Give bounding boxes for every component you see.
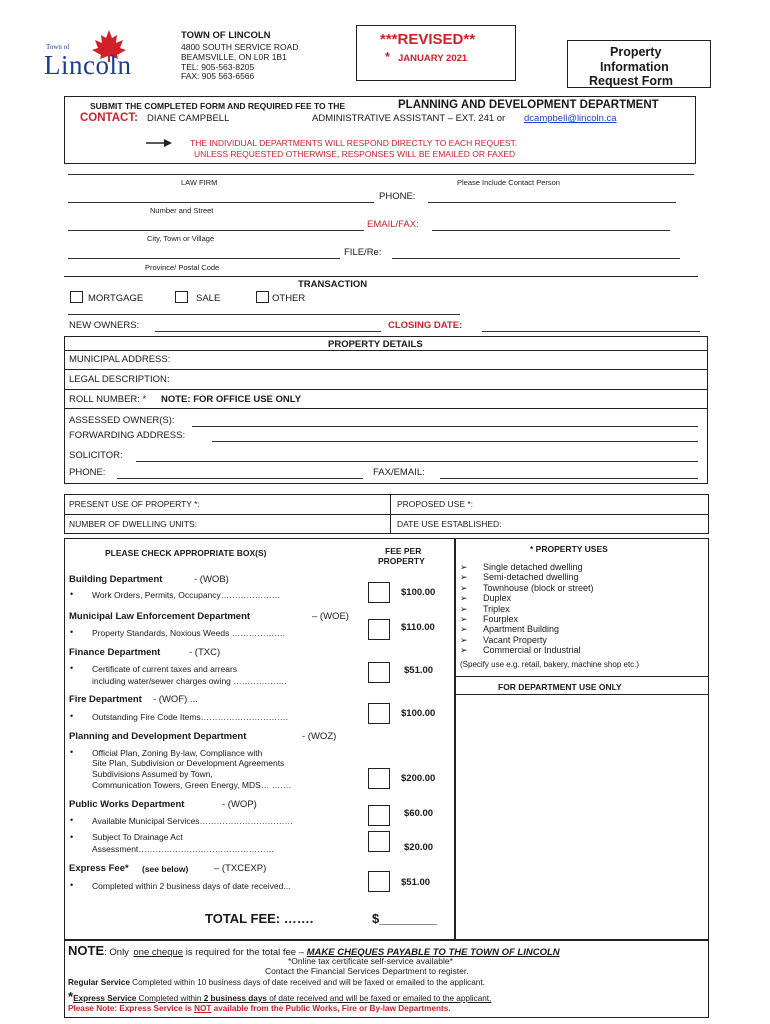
public-works-dept-code: - (WOP) bbox=[222, 799, 257, 810]
bullet-icon: • bbox=[70, 663, 74, 673]
fee-column-title-1: FEE PER bbox=[385, 546, 422, 556]
building-fee-checkbox[interactable] bbox=[368, 582, 390, 603]
drainage-item-1: Subject To Drainage Act bbox=[92, 832, 183, 842]
file-re-label: FILE/Re: bbox=[344, 247, 382, 258]
row-divider bbox=[64, 389, 708, 390]
express-fee: $51.00 bbox=[401, 877, 431, 888]
express-service-text-1: Completed within bbox=[136, 994, 204, 1003]
org-address-2: BEAMSVILLE, ON L0R 1B1 bbox=[181, 52, 287, 62]
fire-fee-checkbox[interactable] bbox=[368, 703, 390, 724]
fire-dept-name: Fire Department bbox=[69, 694, 142, 705]
mle-dept-name: Municipal Law Enforcement Department bbox=[69, 611, 251, 622]
public-works-fee: $60.00 bbox=[404, 808, 434, 819]
note-one-cheque: one cheque bbox=[133, 947, 184, 958]
proposed-use-label: PROPOSED USE *: bbox=[397, 499, 474, 509]
property-use-label: Fourplex bbox=[483, 613, 519, 624]
please-note-text-2: available from the Public Works, Fire or By-law Departments. bbox=[211, 1004, 451, 1013]
phone-field[interactable] bbox=[428, 202, 676, 203]
bullet-icon: • bbox=[70, 832, 74, 842]
property-details-title: PROPERTY DETAILS bbox=[328, 339, 423, 350]
bullet-icon: • bbox=[70, 815, 74, 825]
present-use-label: PRESENT USE OF PROPERTY *: bbox=[69, 499, 200, 509]
form-title-line-2: Information bbox=[600, 60, 669, 74]
org-name: TOWN OF LINCOLN bbox=[181, 30, 271, 41]
email-fax-field[interactable] bbox=[432, 230, 670, 231]
owner-phone-field[interactable] bbox=[117, 478, 363, 479]
arrow-bullet-icon: ➢ bbox=[460, 582, 468, 593]
arrow-bullet-icon: ➢ bbox=[460, 624, 468, 635]
city-field[interactable] bbox=[68, 230, 364, 231]
town-logo bbox=[44, 28, 168, 78]
fire-dept-code: - (WOF) ... bbox=[153, 694, 198, 705]
regular-service-label: Regular Service bbox=[68, 978, 130, 987]
new-owners-label: NEW OWNERS: bbox=[69, 320, 140, 331]
property-use-label: Single detached dwelling bbox=[483, 562, 583, 572]
province-field[interactable] bbox=[68, 258, 340, 259]
finance-dept-code: - (TXC) bbox=[189, 647, 221, 658]
roll-number-label: ROLL NUMBER: * bbox=[69, 394, 147, 405]
mle-dept-code: – (WOE) bbox=[312, 611, 349, 622]
planning-item-1: Official Plan, Zoning By-law, Compliance with bbox=[92, 748, 263, 758]
solicitor-label: SOLICITOR: bbox=[69, 450, 123, 461]
regular-service-line bbox=[68, 978, 485, 987]
property-use-item bbox=[460, 614, 700, 624]
roll-number-note: NOTE: FOR OFFICE USE ONLY bbox=[161, 394, 302, 405]
owner-fax-email-field[interactable] bbox=[440, 478, 698, 479]
bullet-icon: • bbox=[70, 627, 74, 637]
arrow-bullet-icon: ➢ bbox=[460, 613, 468, 624]
arrow-bullet-icon: ➢ bbox=[460, 572, 468, 583]
submit-department: PLANNING AND DEVELOPMENT DEPARTMENT bbox=[398, 99, 659, 111]
transaction-title: TRANSACTION bbox=[298, 279, 368, 290]
notice-line-1: THE INDIVIDUAL DEPARTMENTS WILL RESPOND DIRECTLY TO EACH REQUEST. bbox=[190, 138, 518, 148]
finance-fee-checkbox[interactable] bbox=[368, 662, 390, 683]
finance-item-1: Certificate of current taxes and arrears bbox=[92, 664, 238, 674]
planning-item-3: Subdivisions Assumed by Town, bbox=[92, 769, 213, 779]
dept-use-divider-2 bbox=[455, 694, 709, 695]
total-fee-value[interactable]: $________ bbox=[372, 911, 438, 926]
note-payable: MAKE CHEQUES PAYABLE TO THE TOWN OF LINCOLN bbox=[306, 947, 560, 958]
building-dept-name: Building Department bbox=[69, 574, 163, 585]
dwelling-units-label: NUMBER OF DWELLING UNITS: bbox=[69, 519, 197, 529]
contact-role: ADMINISTRATIVE ASSISTANT – EXT. 241 or bbox=[312, 113, 506, 124]
online-service-line-1: *Online tax certificate self-service available* bbox=[288, 956, 453, 966]
date-use-label: DATE USE ESTABLISHED: bbox=[397, 519, 502, 529]
org-address-1: 4800 SOUTH SERVICE ROAD bbox=[181, 42, 299, 52]
express-fee-note: (see below) bbox=[142, 864, 189, 874]
express-fee-name: Express Fee* bbox=[69, 863, 129, 874]
property-use-item bbox=[460, 645, 700, 655]
regular-service-text: Completed within 10 business days of date received and will be faxed or emailed to the applicant. bbox=[129, 978, 485, 987]
city-label: City, Town or Village bbox=[147, 234, 215, 243]
dept-use-divider bbox=[455, 676, 709, 677]
express-service-star: * bbox=[68, 989, 74, 1004]
form-title-line-1: Property bbox=[610, 45, 662, 59]
property-use-item bbox=[460, 604, 700, 614]
property-use-label: Commercial or Industrial bbox=[483, 645, 581, 656]
logo-wordmark: Lincoln bbox=[44, 50, 132, 80]
street-field[interactable] bbox=[68, 202, 374, 203]
property-use-label: Townhouse (block or street) bbox=[483, 582, 594, 593]
row-divider bbox=[64, 514, 709, 515]
org-tel: TEL: 905-563-8205 bbox=[181, 62, 255, 72]
submit-lead: SUBMIT THE COMPLETED FORM AND REQUIRED FEE TO THE bbox=[90, 101, 346, 111]
building-item: Work Orders, Permits, Occupancy………………… bbox=[92, 590, 281, 600]
planning-dept-code: - (WOZ) bbox=[302, 731, 337, 742]
column-divider bbox=[390, 494, 391, 534]
solicitor-field[interactable] bbox=[136, 461, 698, 462]
revised-star: * bbox=[385, 50, 390, 64]
mle-fee-checkbox[interactable] bbox=[368, 619, 390, 640]
dept-use-only-label: FOR DEPARTMENT USE ONLY bbox=[498, 682, 622, 692]
property-uses-list bbox=[460, 562, 700, 656]
note-label: NOTE bbox=[68, 943, 105, 958]
public-works-fee-checkbox[interactable] bbox=[368, 805, 390, 826]
transaction-divider bbox=[64, 276, 698, 277]
express-service-line bbox=[68, 989, 491, 1004]
arrow-bullet-icon: ➢ bbox=[460, 634, 468, 645]
municipal-address-label: MUNICIPAL ADDRESS: bbox=[69, 354, 171, 365]
phone-label: PHONE: bbox=[379, 191, 416, 202]
forwarding-address-field[interactable] bbox=[212, 441, 698, 442]
property-use-label: Apartment Building bbox=[483, 624, 560, 635]
email-fax-label: EMAIL/FAX: bbox=[367, 219, 419, 230]
property-use-label: Duplex bbox=[483, 593, 512, 604]
closing-date-field[interactable] bbox=[482, 331, 700, 332]
drainage-fee-checkbox[interactable] bbox=[368, 831, 390, 852]
note-text: : Only bbox=[104, 947, 129, 958]
fee-column-title-2: PROPERTY bbox=[378, 556, 425, 566]
other-checkbox[interactable] bbox=[256, 291, 269, 303]
sale-checkbox[interactable] bbox=[175, 291, 188, 303]
form-title-line-3: Request Form bbox=[589, 74, 674, 88]
assessed-owners-label: ASSESSED OWNER(S): bbox=[69, 415, 175, 426]
row-divider bbox=[64, 350, 708, 351]
property-uses-note: (Specify use e.g. retail, bakery, machine shop etc.) bbox=[460, 660, 640, 669]
property-use-item bbox=[460, 562, 700, 572]
please-note-line bbox=[68, 1004, 451, 1013]
finance-fee: $51.00 bbox=[404, 665, 434, 676]
arrow-bullet-icon: ➢ bbox=[460, 645, 468, 656]
finance-dept-name: Finance Department bbox=[69, 647, 161, 658]
assessed-owners-field[interactable] bbox=[192, 426, 698, 427]
property-use-item bbox=[460, 635, 700, 645]
forwarding-address-label: FORWARDING ADDRESS: bbox=[69, 430, 186, 441]
contact-person-note: Please Include Contact Person bbox=[457, 178, 560, 187]
property-use-label: Vacant Property bbox=[483, 634, 547, 645]
planning-item-4: Communication Towers, Green Energy, MDS… ……. bbox=[92, 780, 292, 790]
law-firm-field[interactable] bbox=[68, 174, 694, 175]
mortgage-label: MORTGAGE bbox=[88, 293, 144, 304]
notice-line-2: UNLESS REQUESTED OTHERWISE, RESPONSES WILL BE EMAILED OR FAXED bbox=[194, 149, 516, 159]
property-use-label: Triplex bbox=[483, 603, 510, 614]
planning-fee: $200.00 bbox=[401, 773, 436, 784]
revised-date: JANUARY 2021 bbox=[398, 53, 468, 64]
fire-item: Outstanding Fire Code Items…………………………. bbox=[92, 712, 289, 722]
fire-fee: $100.00 bbox=[401, 708, 436, 719]
express-fee-code: – (TXCEXP) bbox=[214, 863, 267, 874]
row-divider bbox=[64, 369, 708, 370]
property-use-item bbox=[460, 583, 700, 593]
express-item: Completed within 2 business days of date received... bbox=[92, 881, 291, 891]
bullet-icon: • bbox=[70, 589, 74, 599]
arrow-bullet-icon: ➢ bbox=[460, 603, 468, 614]
drainage-fee: $20.00 bbox=[404, 842, 434, 853]
check-boxes-title: PLEASE CHECK APPROPRIATE BOX(S) bbox=[105, 548, 267, 558]
planning-item-2: Site Plan, Subdivision or Development Agreements bbox=[92, 758, 285, 768]
please-note-text-1: Please Note: Express Service is bbox=[68, 1004, 195, 1013]
province-label: Province/ Postal Code bbox=[145, 263, 220, 272]
street-label: Number and Street bbox=[150, 206, 214, 215]
arrow-bullet-icon: ➢ bbox=[460, 562, 468, 572]
mle-fee: $110.00 bbox=[401, 622, 435, 633]
owner-phone-label: PHONE: bbox=[69, 467, 106, 478]
bullet-icon: • bbox=[70, 711, 74, 721]
row-divider bbox=[64, 408, 708, 409]
other-specify-field[interactable] bbox=[68, 314, 460, 315]
public-works-item: Available Municipal Services…………………………… bbox=[92, 816, 294, 826]
property-use-item bbox=[460, 572, 700, 582]
arrow-bullet-icon: ➢ bbox=[460, 593, 468, 604]
express-service-label: Express Service bbox=[73, 994, 137, 1003]
planning-fee-checkbox[interactable] bbox=[368, 768, 390, 789]
express-service-days: 2 business days bbox=[203, 994, 267, 1003]
arrow-right-icon bbox=[146, 138, 172, 148]
contact-name: DIANE CAMPBELL bbox=[147, 113, 230, 124]
property-uses-title: * PROPERTY USES bbox=[530, 544, 608, 554]
law-firm-label: LAW FIRM bbox=[181, 178, 218, 187]
org-fax: FAX: 905 563-6566 bbox=[181, 71, 255, 81]
online-service-line-2: Contact the Financial Services Department to register. bbox=[265, 966, 469, 976]
file-re-field[interactable] bbox=[392, 258, 680, 259]
owner-fax-email-label: FAX/EMAIL: bbox=[373, 467, 425, 478]
bullet-icon: • bbox=[70, 747, 74, 757]
express-service-text-2: of date received and will be faxed or emailed to the applicant. bbox=[266, 994, 492, 1003]
building-dept-code: - (WOB) bbox=[194, 574, 229, 585]
legal-description-label: LEGAL DESCRIPTION: bbox=[69, 374, 170, 385]
planning-dept-name: Planning and Development Department bbox=[69, 731, 247, 742]
new-owners-field[interactable] bbox=[155, 331, 381, 332]
finance-item-2: including water/sewer charges owing ………………. bbox=[92, 676, 287, 686]
express-fee-checkbox[interactable] bbox=[368, 871, 390, 892]
contact-email-link[interactable]: dcampbell@lincoln.ca bbox=[524, 113, 617, 124]
closing-date-label: CLOSING DATE: bbox=[388, 320, 463, 331]
revised-label: ***REVISED** bbox=[380, 31, 476, 48]
please-note-not: NOT bbox=[194, 1004, 212, 1013]
property-use-item bbox=[460, 593, 700, 603]
drainage-item-2: Assessment………………………………………… bbox=[92, 844, 275, 854]
note-rest: is required for the total fee – bbox=[183, 947, 307, 958]
sale-label: SALE bbox=[196, 293, 221, 304]
property-use-item bbox=[460, 624, 700, 634]
bullet-icon: • bbox=[70, 880, 74, 890]
mortgage-checkbox[interactable] bbox=[70, 291, 83, 303]
logo-small-text: Town of bbox=[46, 43, 70, 51]
property-use-label: Semi-detached dwelling bbox=[483, 572, 579, 583]
other-label: OTHER bbox=[272, 293, 306, 304]
mle-item: Property Standards, Noxious Weeds ………………. bbox=[92, 628, 286, 638]
building-fee: $100.00 bbox=[401, 587, 436, 598]
public-works-dept-name: Public Works Department bbox=[69, 799, 185, 810]
total-fee-label: TOTAL FEE: ……. bbox=[205, 911, 314, 926]
contact-label: CONTACT: bbox=[80, 112, 138, 124]
